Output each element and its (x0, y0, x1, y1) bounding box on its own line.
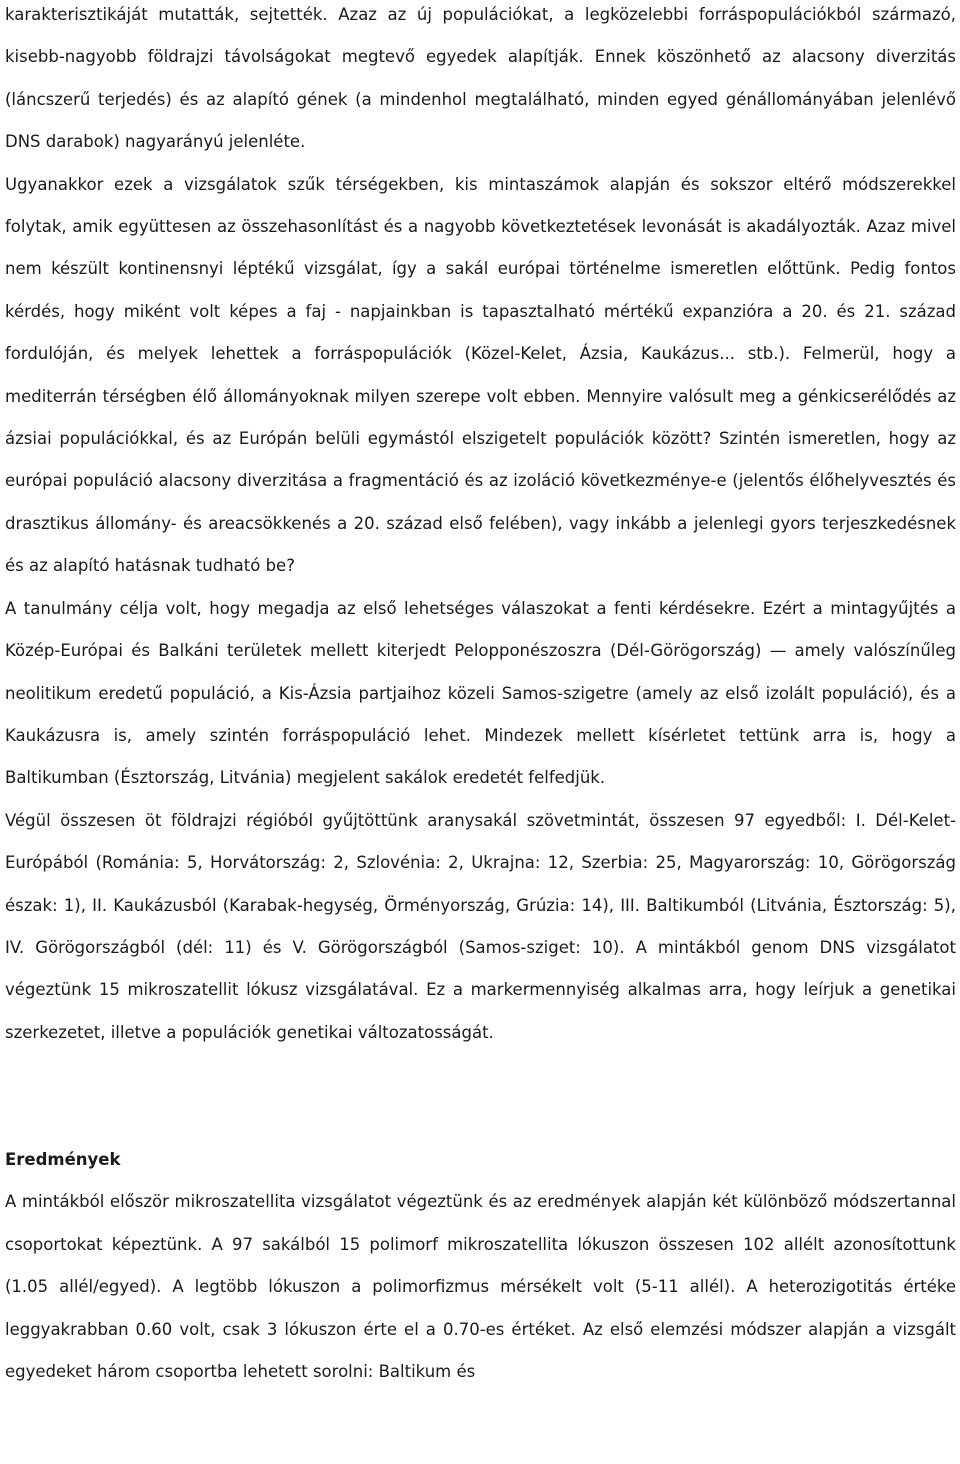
paragraph-sampling: Végül összesen öt földrajzi régióból gyűjtöttünk aranysakál szövetmintát, összesen 97 egyedből: I. Dél-Kelet-Európából (Románia: 5, Horvátország: 2, Szlovénia: 2, Ukrajna: 12, Szerbia: 25, Magyarország: 10, Görögország észak: 1), II. Kaukázusból (Karabak-hegység, Örményország, Grúzia: 14), III. Baltikumból (Litvánia, Észtország: 5), IV. Görögországból (dél: 11) és V. Görögországból (Samos-sziget: 10). A mintákból genom DNS vizsgálatot végeztünk 15 mikroszatellit lókusz vizsgálatával. Ez a markermennyiség alkalmas arra, hogy leírjuk a genetikai szerkezetet, illetve a populációk genetikai változatosságát. (5, 810, 956, 1042)
paragraph-results: A mintákból először mikroszatellita vizsgálatot végeztünk és az eredmények alapján két különböző módszertannal csoportokat képeztünk. A 97 sakálból 15 polimorf mikroszatellita lókuszon összesen 102 allélt azonosítottunk (1.05 allél/egyed). A legtöbb lókuszon a polimorfizmus mérsékelt volt (5-11 allél). A heterozigotitás értéke leggyakrabban 0.60 volt, csak 3 lókuszon érte el a 0.70-es értéket. Az első elemzési módszer alapján a vizsgált egyedeket három csoportba lehetett sorolni: Baltikum és (5, 1192, 956, 1381)
paragraph-open-questions: Ugyanakkor ezek a vizsgálatok szűk térségekben, kis mintaszámok alapján és sokszor eltérő módszerekkel folytak, amik együttesen az összehasonlítást és a nagyobb következtetések levonását is akadályozták. Azaz mivel nem készült kontinensnyi léptékű vizsgálat, így a sakál európai történelme ismeretlen előttünk. Pedig fontos kérdés, hogy miként volt képes a faj - napjainkban is tapasztalható mértékű expanzióra a 20. és 21. század fordulóján, és melyek lehettek a forráspopulációk (Közel-Kelet, Ázsia, Kaukázus... stb.). Felmerül, hogy a mediterrán térségben élő állományoknak milyen szerepe volt ebben. Mennyire valósult meg a génkicserélődés az ázsiai populációkkal, és az Európán belüli egymástól elszigetelt populációk között? Szintén ismeretlen, hogy az európai populáció alacsony diverzitása a fragmentáció és az izoláció következménye-e (jelentős élőhelyvesztés és drasztikus állomány- és areacsökkenés a 20. század első felében), vagy inkább a jelenlegi gyors terjeszkedésnek és az alapító hatásnak tudható be? (5, 174, 956, 576)
paragraph-founder-populations: karakterisztikáját mutatták, sejtették. Azaz az új populációkat, a legközelebbi forráspopulációkból származó, kisebb-nagyobb földrajzi távolságokat megtevő egyedek alapítják. Ennek köszönhető az alacsony diverzitás (láncszerű terjedés) és az alapító gének (a mindenhol megtalálható, minden egyed génállományában jelenlévő DNS darabok) nagyarányú jelenléte. (5, 5, 956, 152)
section-heading-results: Eredmények (5, 1149, 121, 1169)
paragraph-study-aim: A tanulmány célja volt, hogy megadja az első lehetséges válaszokat a fenti kérdésekre. Ezért a mintagyűjtés a Közép-Európai és Balkáni területek mellett kiterjedt Pelopponészoszra (Dél-Görögország) — amely valószínűleg neolitikum eredetű populáció, a Kis-Ázsia partjaihoz közeli Samos-szigetre (amely az első izolált populáció), és a Kaukázusra is, amely szintén forráspopuláció lehet. Mindezek mellett kísérletet tettünk arra is, hogy a Baltikumban (Észtország, Litvánia) megjelent sakálok eredetét felfedjük. (5, 598, 956, 788)
document-page (5, 0, 956, 1393)
